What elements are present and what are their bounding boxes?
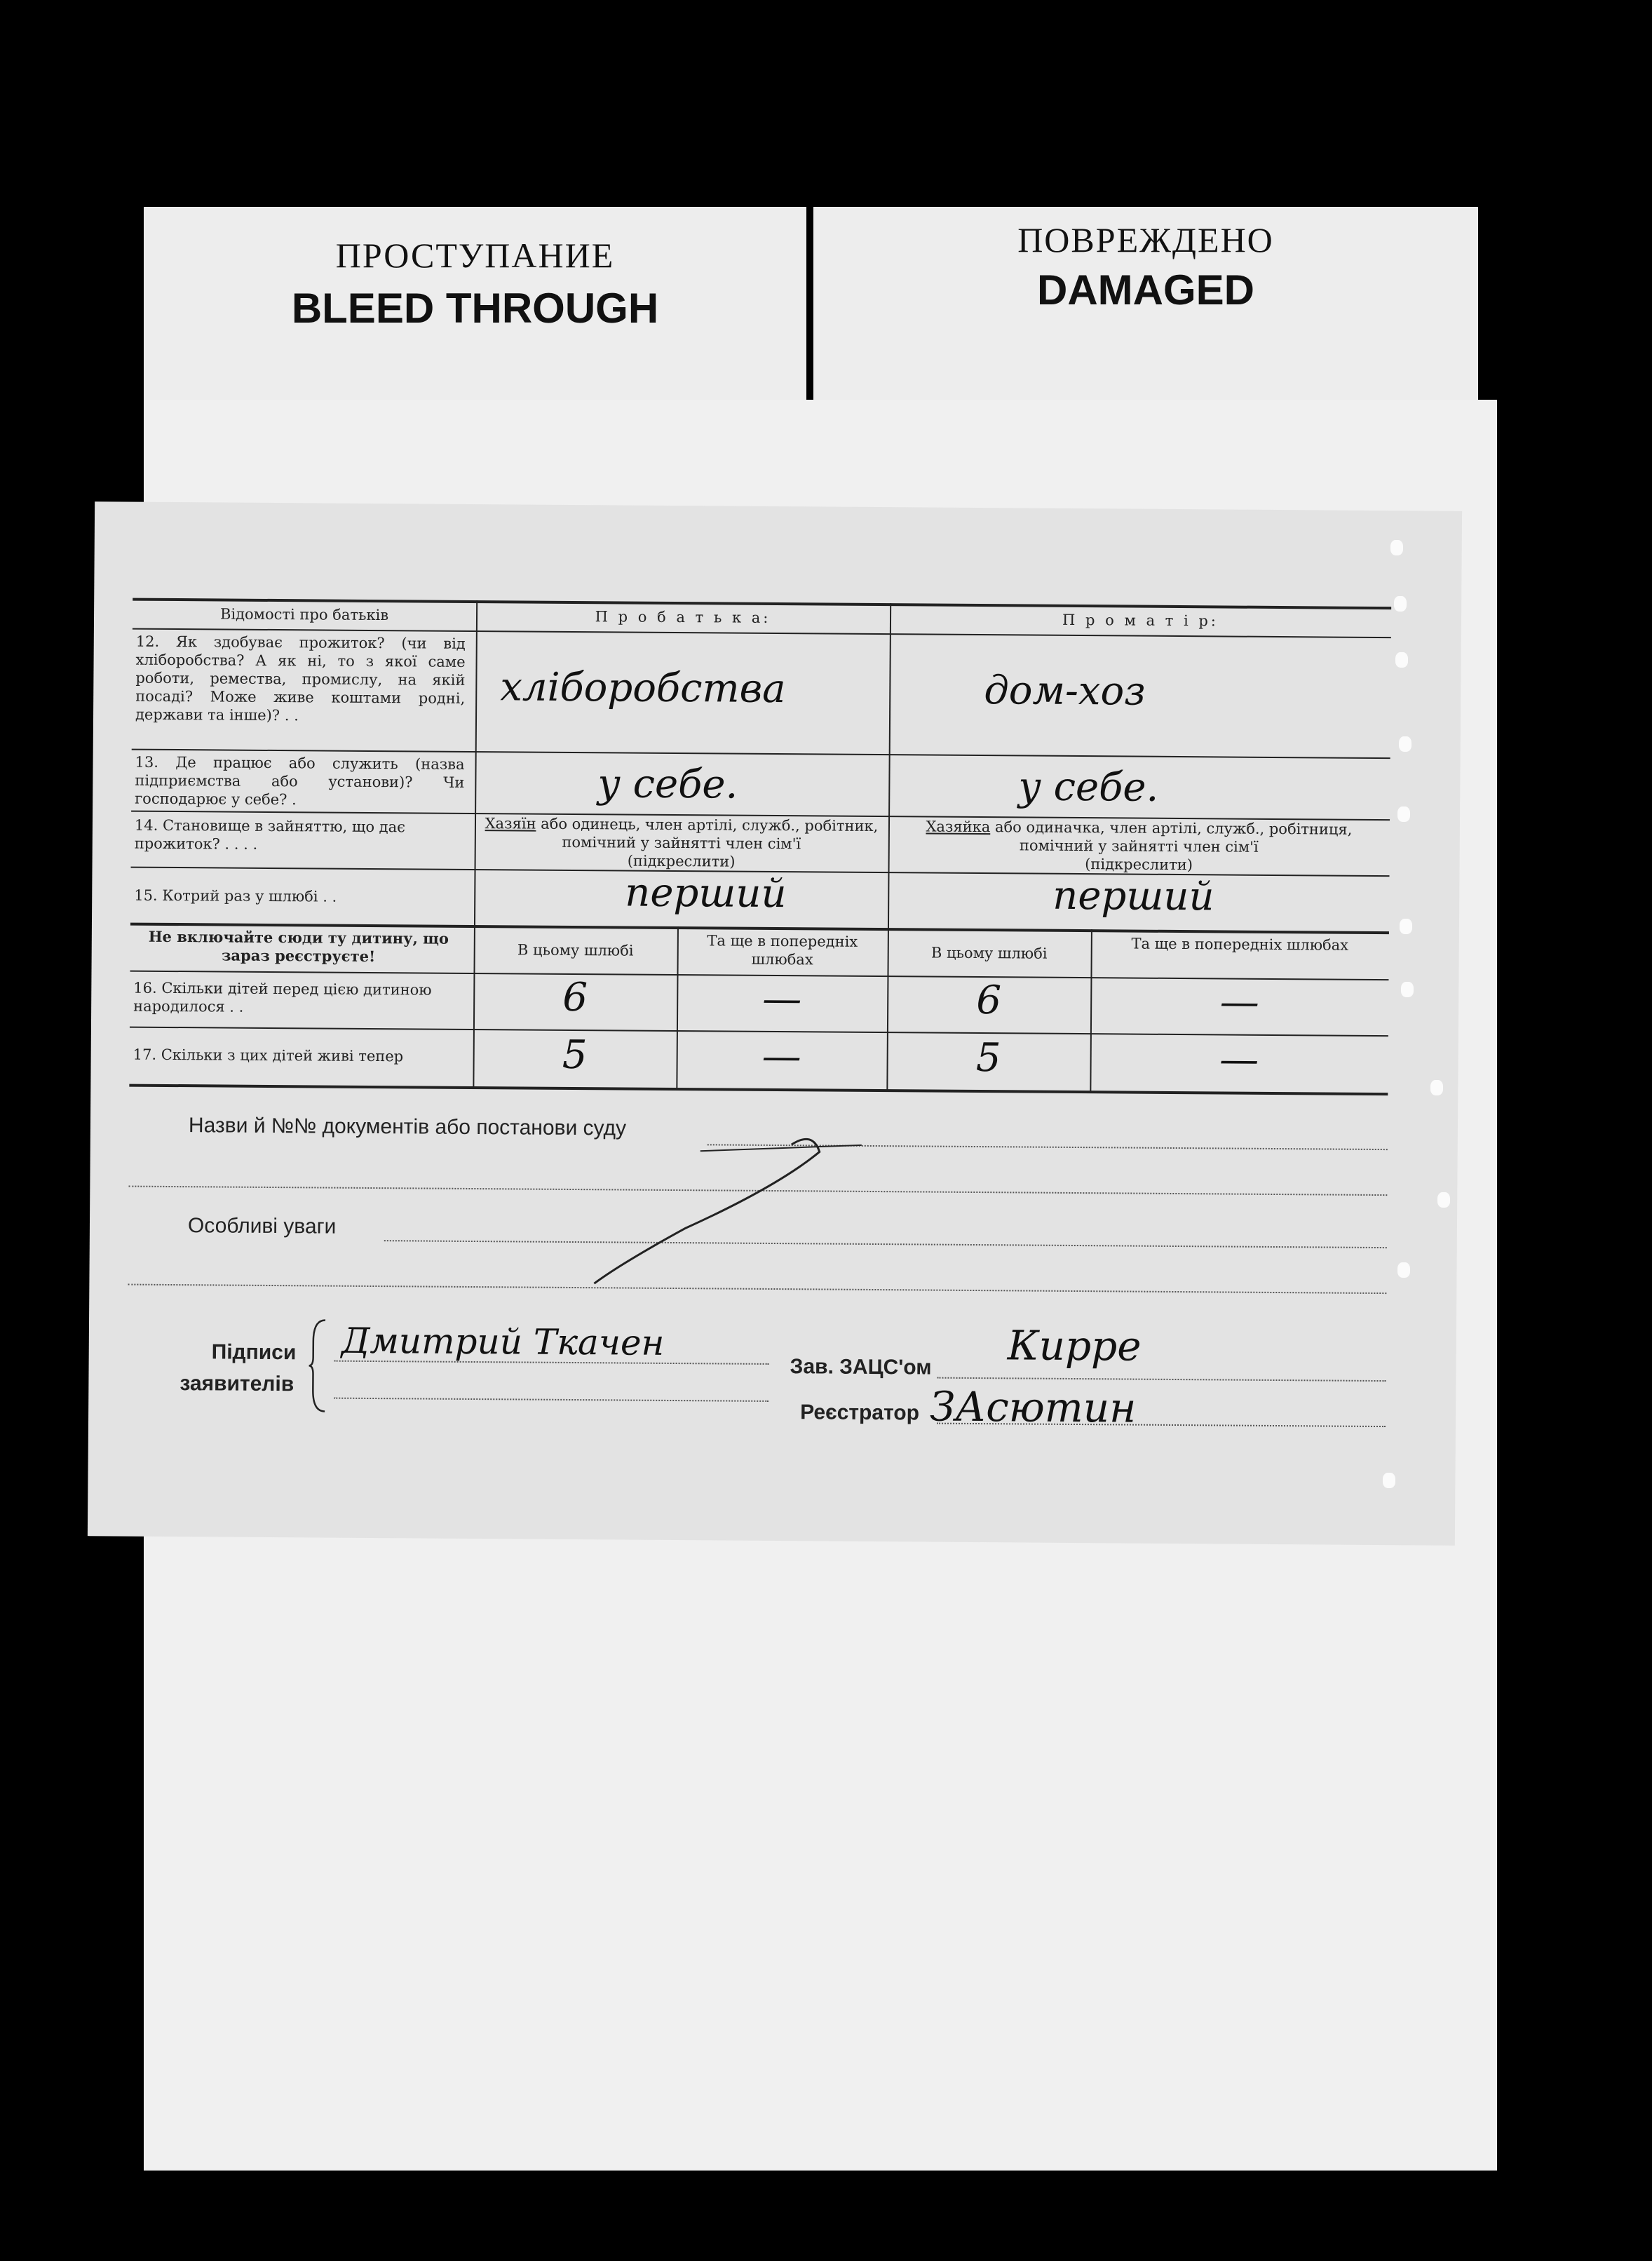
father-this-marriage-header: В цьому шлюбі bbox=[517, 941, 634, 959]
applicant-signature: Дмитрий Ткачен bbox=[341, 1320, 665, 1363]
bleed-through-tag bbox=[144, 207, 806, 410]
table-bottom-rule bbox=[129, 1084, 1388, 1096]
question-17: 17. Скільки з цих дітей живі тепер bbox=[133, 1046, 404, 1065]
punch-hole bbox=[1399, 736, 1411, 752]
question-12: 12. Як здобуває прожиток? (чи від хліборобства? А як ні, то з якої саме роботи, ремества, промислу, на якій посаді? Може живе коштами родні, держави та інше)? . . bbox=[135, 633, 466, 724]
signers-label-1: Підписи bbox=[211, 1340, 297, 1365]
father-children-born-prev: — bbox=[762, 976, 802, 1022]
question-15: 15. Котрий раз у шлюбі . . bbox=[134, 886, 337, 905]
header-about-mother: П р о м а т і р: bbox=[1062, 611, 1219, 630]
exclude-child-note: Не включайте сюди ту дитину, що зараз реєструєте! bbox=[148, 927, 449, 966]
father-employment-options bbox=[482, 814, 881, 853]
mother-children-born-this: 6 bbox=[976, 978, 1002, 1024]
punch-hole bbox=[1383, 1473, 1395, 1488]
father-children-born-this: 6 bbox=[562, 974, 588, 1021]
registrar-label: Реєстратор bbox=[800, 1401, 920, 1425]
signers-label-2: заявителів bbox=[180, 1372, 294, 1396]
father-marriage-count: перший bbox=[625, 870, 787, 917]
punch-hole bbox=[1390, 540, 1403, 555]
punch-hole bbox=[1397, 1262, 1410, 1278]
registrar-signature: ЗАсютин bbox=[929, 1382, 1137, 1432]
punch-hole bbox=[1437, 1192, 1450, 1208]
mother-children-alive-this: 5 bbox=[975, 1035, 1001, 1081]
bleed-through-label-ru: ПРОСТУПАНИЕ bbox=[335, 236, 615, 275]
mother-children-alive-prev: — bbox=[1219, 1037, 1259, 1083]
mother-employment-note: (підкреслити) bbox=[1085, 856, 1193, 874]
father-employment-note: (підкреслити) bbox=[627, 852, 736, 870]
mother-employment-rest: або одиначка, член артілі, служб., робітниця, помічний у зайнятті член сім'ї bbox=[990, 818, 1353, 856]
mother-workplace: у себе. bbox=[1018, 764, 1159, 811]
father-workplace: у себе. bbox=[597, 761, 738, 808]
zags-head-signature: Кирре bbox=[1007, 1321, 1142, 1370]
punch-hole bbox=[1394, 596, 1407, 612]
punch-hole bbox=[1400, 919, 1412, 934]
father-children-alive-prev: — bbox=[761, 1033, 801, 1080]
bleed-through-label-en: BLEED THROUGH bbox=[291, 285, 659, 332]
documents-label: Назви й №№ документів або постанови суду bbox=[188, 1114, 627, 1140]
punch-hole bbox=[1401, 982, 1414, 997]
mother-employment-selected: Хазяйка bbox=[926, 818, 991, 836]
parents-info-form bbox=[88, 501, 1462, 1546]
father-employment-rest: або одинець, член артілі, служб., робітник, помічний у зайнятті член сім'ї bbox=[536, 815, 879, 853]
question-13: 13. Де працює або служить (назва підприємства або установи)? Чи господарює у себе? . bbox=[135, 753, 465, 809]
blank-strike-mark bbox=[580, 1122, 946, 1300]
mother-children-born-prev: — bbox=[1219, 979, 1259, 1025]
punch-hole bbox=[1430, 1080, 1443, 1095]
mother-prev-marriages-header: Та ще в попередніх шлюбах bbox=[1131, 935, 1349, 954]
damaged-tag bbox=[813, 207, 1478, 410]
father-children-alive-this: 5 bbox=[562, 1032, 588, 1079]
zags-head-line bbox=[937, 1377, 1386, 1382]
damaged-label-en: DAMAGED bbox=[1037, 266, 1254, 313]
father-prev-marriages-header: Та ще в попередніх шлюбах bbox=[707, 932, 858, 968]
mother-marriage-count: перший bbox=[1052, 872, 1214, 920]
notes-label: Особливі уваги bbox=[187, 1214, 337, 1239]
zags-head-label: Зав. ЗАЦС'ом bbox=[790, 1355, 932, 1379]
punch-hole bbox=[1395, 652, 1408, 668]
question-14: 14. Становище в зайняттю, що дає прожиток? . . . . bbox=[134, 816, 406, 853]
signers-brace bbox=[307, 1316, 329, 1415]
father-livelihood: хліборобства bbox=[500, 664, 786, 713]
mother-livelihood: дом-хоз bbox=[984, 668, 1146, 715]
mother-this-marriage-header: В цьому шлюбі bbox=[930, 944, 1048, 962]
damaged-label-ru: ПОВРЕЖДЕНО bbox=[1017, 220, 1274, 259]
mother-employment-options bbox=[892, 817, 1386, 857]
punch-hole bbox=[1397, 806, 1410, 822]
applicant-sign-line-2 bbox=[334, 1398, 769, 1402]
father-employment-selected: Хазяїн bbox=[485, 815, 536, 832]
question-16: 16. Скільки дітей перед цією дитиною народилося . . bbox=[133, 979, 432, 1015]
header-parents-info: Відомості про батьків bbox=[219, 605, 389, 624]
header-about-father: П р о б а т ь к а: bbox=[595, 608, 771, 626]
